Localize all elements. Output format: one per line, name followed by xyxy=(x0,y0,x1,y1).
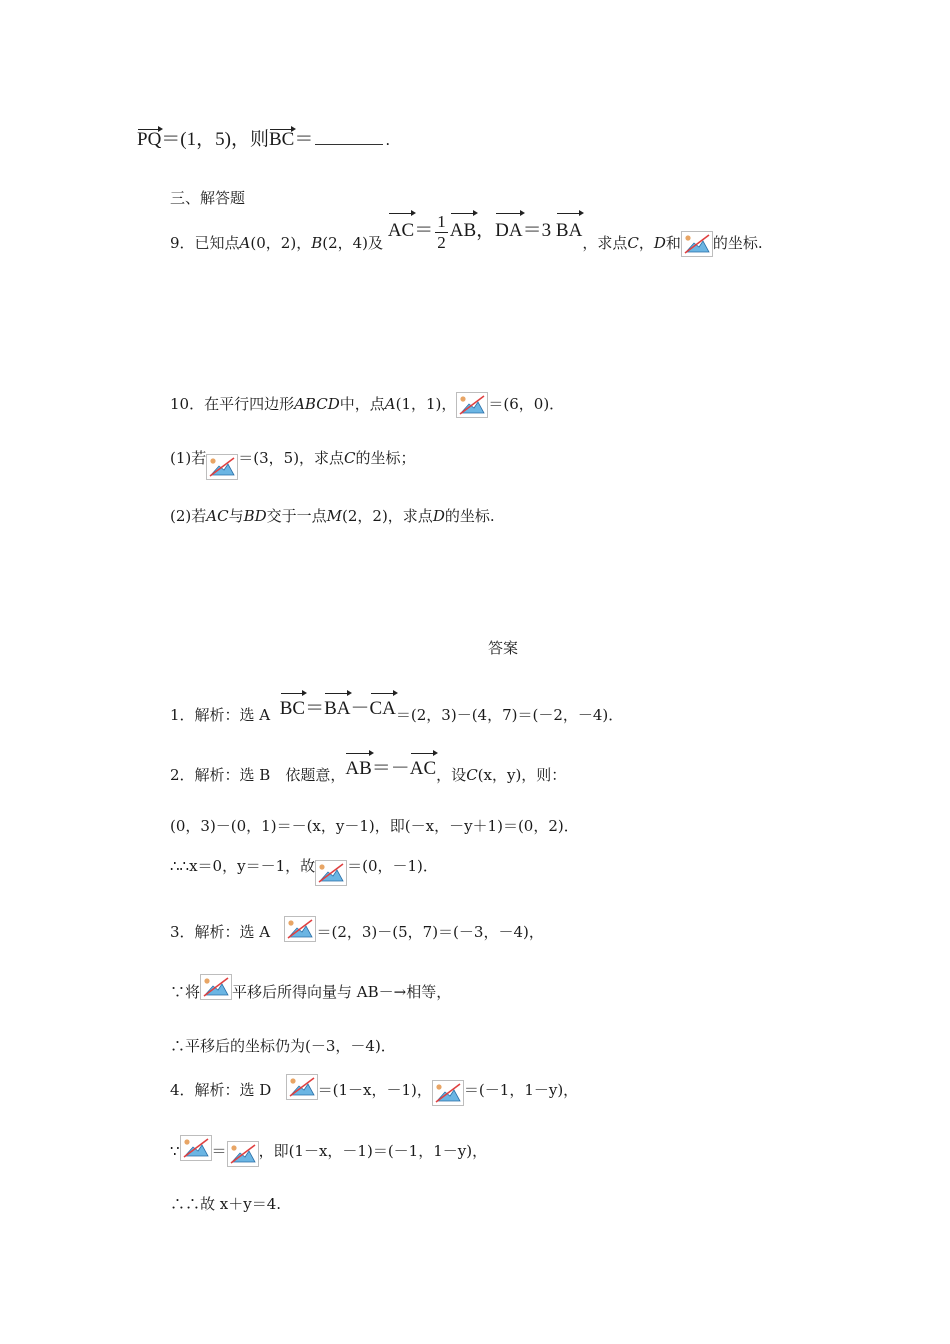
a3-rest: ＝(2，3)－(5，7)＝(－3，－4)， xyxy=(316,923,544,941)
a1-minus: － xyxy=(350,698,370,719)
q8-eq1: ＝(1，5)，则 xyxy=(161,129,269,150)
q9-comma: ， xyxy=(476,220,496,241)
q10-p2-ac: AC xyxy=(206,507,229,525)
a4-l2-post: ，即(1－x，－1)＝(－1，1－y)， xyxy=(258,1142,488,1160)
answer-2-line-3 xyxy=(170,852,438,880)
answer-3 xyxy=(170,918,544,946)
vector-da: DA xyxy=(495,210,522,248)
broken-image-icon xyxy=(456,392,488,418)
q8-tail xyxy=(137,126,390,150)
a2-c: C xyxy=(466,766,478,784)
vector-pq: PQ xyxy=(137,126,161,150)
answer-4 xyxy=(170,1076,578,1104)
a1-formula xyxy=(280,690,396,724)
a4-pre: 4．解析：选 D xyxy=(170,1081,272,1099)
question-9: 9．已知点A(0，2)，B(2，4)及 AC＝ $\frac{1}{2}$ AB，DA＝3 BA，求点C，D和 的坐标. xyxy=(170,222,763,265)
q9-eq: ＝ xyxy=(414,220,434,241)
answer-blank xyxy=(315,130,383,145)
a2-l3-pre: ∴∴x＝0，y＝－1，故 xyxy=(170,857,316,875)
q10-p2-d: D xyxy=(432,507,445,525)
a2-l3-post: ＝(0，－1)． xyxy=(347,857,438,875)
section-heading: 三、解答题 xyxy=(170,189,246,207)
broken-image-icon xyxy=(286,1074,318,1100)
vector-ab: AB xyxy=(345,750,371,784)
frac-numerator: 1 xyxy=(437,211,446,231)
answers-title: 答案 xyxy=(488,639,519,657)
vector-bc: BC xyxy=(280,690,305,724)
q10-val: ＝(6，0)． xyxy=(488,395,565,413)
q10-p2-m: M xyxy=(326,507,343,525)
vector-ca: CA xyxy=(370,690,396,724)
vector-ab: AB xyxy=(450,210,476,248)
a4-mid: ＝(1－x，－1)， xyxy=(317,1081,432,1099)
broken-image-icon xyxy=(315,860,347,886)
q10-p2-coord: (2，2)，求点 xyxy=(342,507,433,525)
q10-p2-bd: BD xyxy=(243,507,267,525)
q9-ask: ，求点 xyxy=(582,234,628,252)
a4-l2-pre: ∵ xyxy=(170,1142,180,1160)
q9-point-a: A xyxy=(239,234,251,252)
vector-ba: BA xyxy=(324,690,350,724)
a1-rest: ＝(2，3)－(4，7)＝(－2，－4)． xyxy=(395,706,624,724)
a2-eq: ＝－ xyxy=(371,758,410,779)
q9-point-c: C xyxy=(627,234,639,252)
question-10-part-2 xyxy=(170,506,495,526)
answer-3-line-2 xyxy=(170,978,451,1006)
q9-b-coord: (2，4) xyxy=(322,234,369,252)
q8-eq2: ＝ xyxy=(294,129,314,150)
q10-pre: 10．在平行四边形 xyxy=(170,395,295,413)
vector-bc: BC xyxy=(269,126,294,150)
answer-1 xyxy=(170,696,623,730)
frac-denominator: 2 xyxy=(437,232,446,252)
fraction-half xyxy=(435,212,448,253)
q10-mid: 中，点 xyxy=(339,395,385,413)
answer-2 xyxy=(170,756,566,790)
q9-point-b: B xyxy=(311,234,323,252)
a3-l2-post: 平移后所得向量与 AB－→相等， xyxy=(232,983,452,1001)
vector-ac: AC xyxy=(388,210,414,248)
broken-image-icon xyxy=(432,1080,464,1106)
a2-pre: 2．解析：选 B 依题意， xyxy=(170,766,346,784)
answer-4-line-2 xyxy=(170,1136,487,1166)
q10-p2-pre: (2)若 xyxy=(170,507,207,525)
q10-p1-tail: 的坐标； xyxy=(355,449,416,467)
q10-p1-c: C xyxy=(344,449,356,467)
answer-2-line-2: (0，3)－(0，1)＝－(x，y－1)，即(－x，－y＋1)＝(0，2)． xyxy=(170,817,579,835)
a1-eq: ＝ xyxy=(305,698,325,719)
q9-eq3: ＝3 xyxy=(522,220,552,241)
q9-point-d: D xyxy=(653,234,666,252)
q9-tail: 的坐标. xyxy=(712,234,763,252)
vector-ac: AC xyxy=(410,750,436,784)
q10-p1-pre: (1)若 xyxy=(170,449,207,467)
a3-pre: 3．解析：选 A xyxy=(170,923,271,941)
q9-sep: ， xyxy=(296,234,312,252)
a3-l2-pre: ∵将 xyxy=(170,983,201,1001)
q10-p2-tail: 的坐标. xyxy=(444,507,495,525)
q10-a-coord: (1，1)， xyxy=(395,395,457,413)
vector-ba: BA xyxy=(556,210,582,248)
a2-formula xyxy=(345,750,436,784)
q10-abcd: ABCD xyxy=(294,395,340,413)
q9-he: 和 xyxy=(665,234,681,252)
a1-pre: 1．解析：选 A xyxy=(170,706,271,724)
q10-point-a: A xyxy=(384,395,396,413)
q10-p1-val: ＝(3，5)，求点 xyxy=(238,449,345,467)
q9-and: 及 xyxy=(368,234,384,252)
q9-a-coord: (0，2) xyxy=(250,234,297,252)
broken-image-icon xyxy=(681,231,713,257)
a2-rest: ，设 xyxy=(436,766,467,784)
question-10 xyxy=(170,390,564,418)
answer-4-line-3: ∴∴故 x＋y＝4. xyxy=(170,1195,282,1213)
a4-l2-eq: ＝ xyxy=(211,1142,227,1160)
broken-image-icon xyxy=(206,454,238,480)
q9-formula xyxy=(388,210,583,253)
broken-image-icon xyxy=(227,1141,259,1167)
q10-p2-with: 与 xyxy=(228,507,244,525)
q8-end: . xyxy=(385,131,391,149)
broken-image-icon xyxy=(180,1135,212,1161)
q10-p2-mid: 交于一点 xyxy=(266,507,327,525)
broken-image-icon xyxy=(284,916,316,942)
question-10-part-1 xyxy=(170,444,416,472)
a2-cx: (x，y)，则： xyxy=(477,766,567,784)
answer-3-line-3: ∴平移后的坐标仍为(－3，－4)． xyxy=(170,1037,396,1055)
q9-prefix: 9．已知点 xyxy=(170,234,240,252)
broken-image-icon xyxy=(200,974,232,1000)
a4-rest: ＝(－1，1－y)， xyxy=(463,1081,579,1099)
